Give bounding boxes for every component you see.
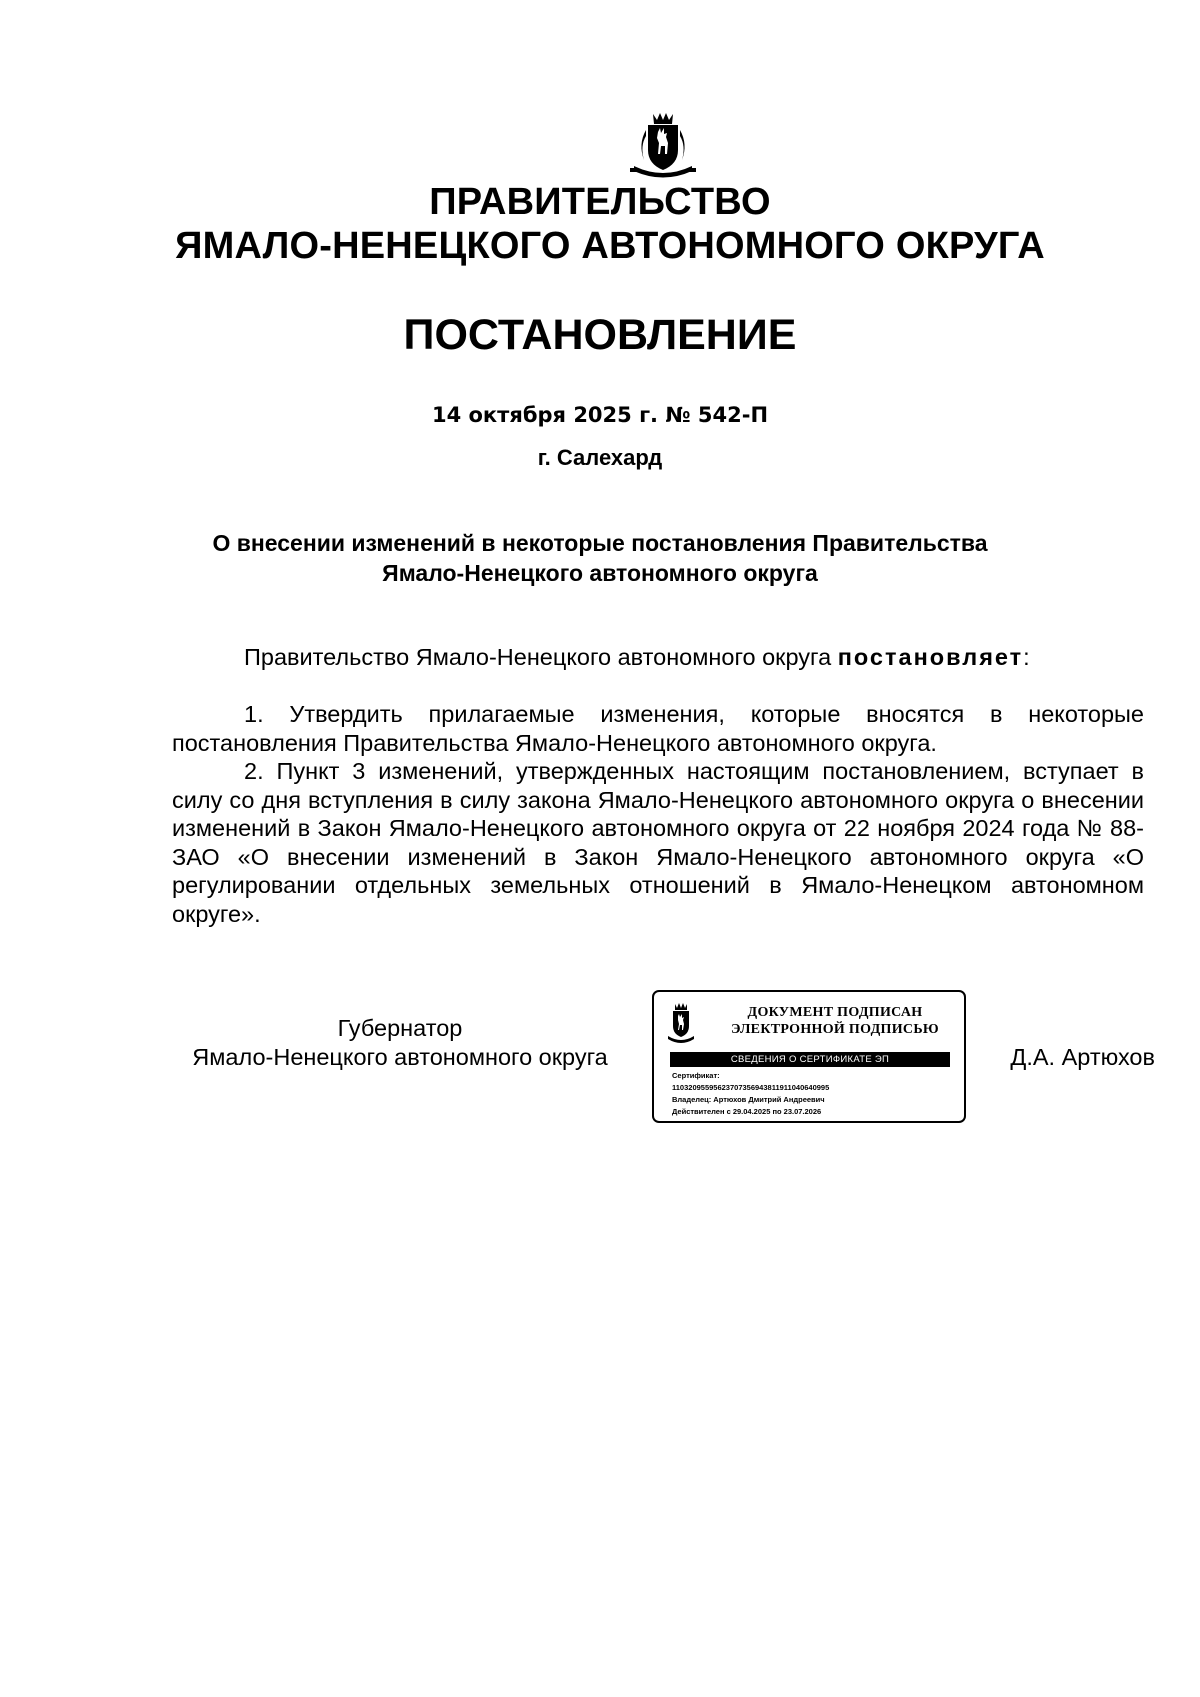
signatory-position: Губернатор — [337, 1015, 463, 1041]
stamp-coat-of-arms-icon — [666, 1002, 696, 1044]
certificate-number: 11032095595623707356943811911040640995 — [672, 1083, 830, 1092]
resolution-item-2: 2. Пункт 3 изменений, утвержденных настоящим постановлением, вступает в силу со дня вступления в силу закона Ямало-Ненецкого автономного округа о внесении изменений в Закон Ямало-Ненецкого автономного округа от 22 ноября 2024 года № 88-ЗАО «О внесении изменений в Закон Ямало-Ненецкого автономного округа «О регулировании отдельных земельных отношений в Ямало-Ненецком автономном округе». — [172, 758, 1144, 927]
stamp-title-line1: ДОКУМЕНТ ПОДПИСАН — [747, 1005, 923, 1020]
signatory-title — [160, 1014, 640, 1072]
certificate-info-bar: СВЕДЕНИЯ О СЕРТИФИКАТЕ ЭП — [670, 1052, 950, 1067]
resolution-item-1: 1. Утвердить прилагаемые изменения, которые вносятся в некоторые постановления Правительства Ямало-Ненецкого автономного округа. — [172, 701, 1144, 756]
preamble-text: Правительство Ямало-Ненецкого автономного округа — [244, 644, 838, 670]
preamble — [172, 643, 1144, 672]
subject-line2: Ямало-Ненецкого автономного округа — [382, 560, 818, 586]
stamp-title-line2: ЭЛЕКТРОННОЙ ПОДПИСЬЮ — [731, 1022, 939, 1037]
certificate-details — [672, 1070, 957, 1118]
organization-name-line1: ПРАВИТЕЛЬСТВО — [429, 181, 771, 223]
certificate-validity: Действителен с 29.04.2025 по 23.07.2026 — [672, 1107, 822, 1116]
date-and-number: 14 октября 2025 г. № 542-П — [431, 403, 769, 427]
certificate-owner: Владелец: Артюхов Дмитрий Андреевич — [672, 1095, 825, 1104]
signatory-region: Ямало-Ненецкого автономного округа — [192, 1044, 608, 1070]
document-type-title: ПОСТАНОВЛЕНИЕ — [403, 311, 797, 359]
city: г. Салехард — [537, 445, 663, 470]
stamp-title — [710, 1004, 960, 1038]
document-subject — [170, 528, 1030, 588]
signatory-name: Д.А. Артюхов — [1010, 1044, 1155, 1070]
certificate-label: Сертификат: — [672, 1071, 720, 1080]
electronic-signature-stamp — [652, 990, 966, 1123]
coat-of-arms-icon — [620, 110, 706, 180]
preamble-keyword: постановляет — [837, 644, 1024, 670]
resolution-items — [172, 700, 1144, 928]
subject-line1: О внесении изменений в некоторые постановления Правительства — [212, 530, 988, 556]
organization-name-line2: ЯМАЛО-НЕНЕЦКОГО АВТОНОМНОГО ОКРУГА — [175, 225, 1045, 267]
preamble-end: : — [1023, 644, 1030, 670]
